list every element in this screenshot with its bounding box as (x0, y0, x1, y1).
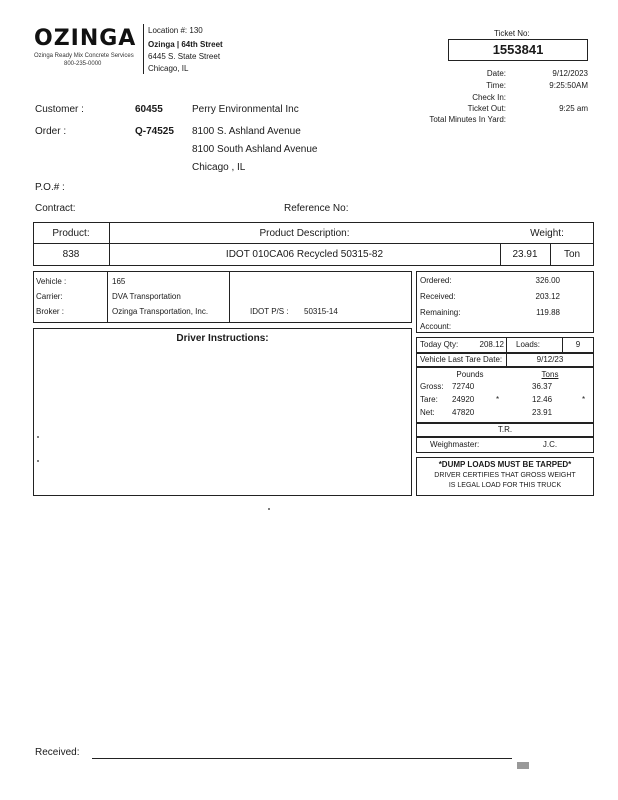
vehicle-info-box (33, 271, 412, 323)
loads-label: Loads: (516, 340, 541, 349)
ticket-out-time: 9:25 am (559, 104, 588, 113)
description-header: Product Description: (259, 228, 350, 239)
received-value: 203.12 (535, 292, 560, 301)
carrier-label: Carrier: (36, 292, 63, 301)
plant-name: Ozinga | 64th Street (148, 40, 223, 49)
today-row-divider (506, 337, 507, 353)
ticket-number-label: Ticket No: (494, 29, 530, 38)
order-address-line2: 8100 South Ashland Avenue (192, 144, 318, 155)
weighmaster-value: J.C. (542, 440, 558, 449)
ticket-date: 9/12/2023 (552, 69, 588, 78)
tare-tons-mark: * (582, 395, 586, 404)
broker-name: Ozinga Transportation, Inc. (112, 307, 209, 316)
loads-value: 9 (575, 340, 581, 349)
logo-phone: 800-235-0000 (64, 61, 102, 67)
account-label: Account: (420, 322, 452, 331)
today-qty-value: 208.12 (479, 340, 504, 349)
pounds-header: Pounds (456, 370, 484, 379)
broker-label: Broker : (36, 307, 65, 316)
ticket-out-label: Ticket Out: (467, 104, 506, 113)
date-label: Date: (486, 69, 506, 78)
weight-unit: Ton (563, 249, 581, 260)
plant-city: Chicago, IL (148, 64, 189, 73)
vehicle-label: Vehicle : (36, 277, 67, 286)
scan-speck (268, 508, 270, 510)
tare-label: Tare: (420, 395, 438, 404)
logo-tagline: Ozinga Ready Mix Concrete Services (34, 53, 134, 59)
weighmaster-code: T.R. (497, 425, 513, 434)
location-number: Location #: 130 (148, 26, 203, 35)
driver-instructions-box (33, 328, 412, 496)
received-signature-label: Received: (35, 747, 80, 758)
tare-date-value: 9/12/23 (536, 355, 564, 364)
scan-speck (37, 460, 39, 462)
gross-tons: 36.37 (532, 382, 553, 391)
net-pounds: 47820 (452, 408, 475, 417)
tare-date-label: Vehicle Last Tare Date: (420, 355, 503, 364)
received-label: Received: (420, 292, 456, 301)
ozinga-logo: OZINGA (34, 26, 137, 51)
product-table-header-divider (33, 243, 594, 244)
weighmaster-label: Weighmaster: (430, 440, 480, 449)
tarp-notice-line2: DRIVER CERTIFIES THAT GROSS WEIGHT (434, 472, 576, 479)
scan-speck (37, 436, 39, 438)
vehicle-number: 165 (112, 277, 126, 286)
po-label: P.O.# : (35, 182, 65, 193)
tare-pounds-mark: * (496, 395, 500, 404)
today-qty-label: Today Qty: (420, 340, 459, 349)
remaining-label: Remaining: (420, 308, 461, 317)
order-address-line1: 8100 S. Ashland Avenue (192, 126, 301, 137)
product-description: IDOT 010CA06 Recycled 50315-82 (225, 249, 384, 260)
product-weight: 23.91 (512, 249, 538, 260)
gross-label: Gross: (420, 382, 444, 391)
logo-divider (143, 24, 144, 74)
time-label: Time: (486, 81, 506, 90)
carrier-name: DVA Transportation (112, 292, 181, 301)
order-label: Order : (35, 126, 67, 137)
customer-id: 60455 (135, 104, 163, 115)
ordered-label: Ordered: (420, 276, 452, 285)
idot-number: 50315-14 (304, 307, 338, 316)
order-id: Q-74525 (135, 126, 174, 137)
reference-label: Reference No: (284, 203, 349, 214)
vehicle-info-divider-2 (229, 271, 230, 323)
ordered-value: 326.00 (535, 276, 560, 285)
customer-label: Customer : (35, 104, 84, 115)
customer-name: Perry Environmental Inc (192, 104, 299, 115)
plant-address: 6445 S. State Street (148, 52, 221, 61)
ticket-time: 9:25:50AM (549, 81, 588, 90)
remaining-value: 119.88 (536, 308, 560, 317)
total-minutes-label: Total Minutes In Yard: (429, 115, 506, 124)
tarp-notice-line1: *DUMP LOADS MUST BE TARPED* (438, 460, 572, 469)
tare-pounds: 24920 (452, 395, 475, 404)
vehicle-info-divider (107, 271, 108, 323)
gross-pounds: 72740 (452, 382, 475, 391)
product-code: 838 (62, 249, 80, 260)
scan-mark (517, 762, 529, 769)
ticket-number-box (448, 39, 588, 61)
check-in-label: Check In: (472, 93, 506, 102)
weight-header: Weight: (530, 228, 564, 239)
tons-header: Tons (541, 370, 559, 379)
net-tons: 23.91 (532, 408, 553, 417)
ticket-number: 1553841 (492, 42, 544, 57)
driver-instructions-title: Driver Instructions: (176, 333, 269, 344)
product-header: Product: (52, 228, 90, 239)
idot-label: IDOT P/S : (250, 307, 289, 316)
tare-tons: 12.46 (532, 395, 553, 404)
tarp-notice-line3: IS LEGAL LOAD FOR THIS TRUCK (448, 482, 562, 489)
contract-label: Contract: (35, 203, 76, 214)
signature-line (92, 758, 512, 759)
order-address-line3: Chicago , IL (192, 162, 246, 173)
net-label: Net: (420, 408, 435, 417)
